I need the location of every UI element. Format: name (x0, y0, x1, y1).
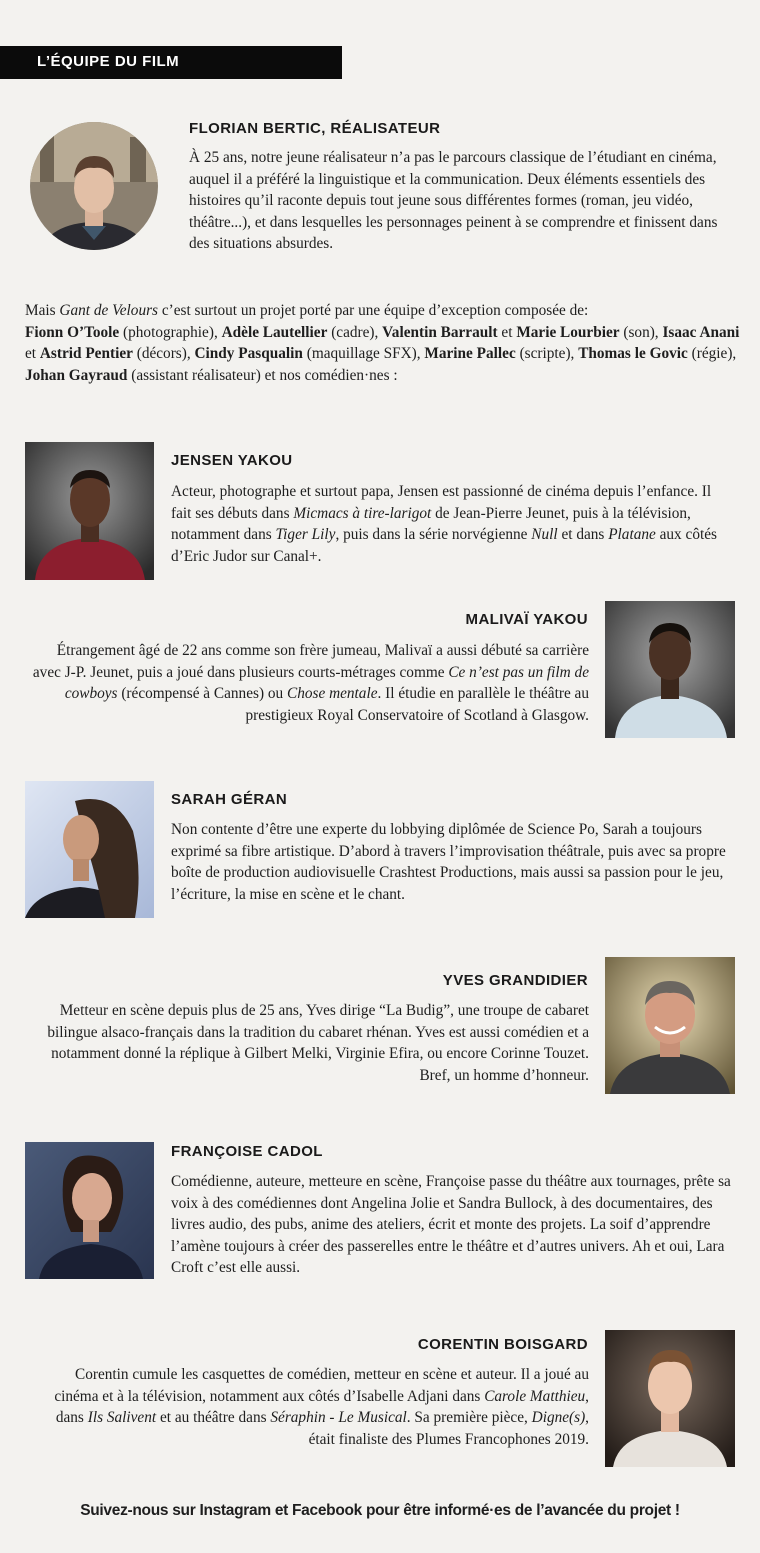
cast-name-yves: YVES GRANDIDIER (442, 972, 588, 989)
cast-bio-malivai: Étrangement âgé de 22 ans comme son frère jumeau, Malivaï a aussi débuté sa carrière avec J-P. Jeunet, puis a joué dans plusieurs courts-métrages comme Ce n’est pas un film de cowboys (récompensé à Cannes) ou Chose mentale. Il étudie en parallèle le théâtre au prestigieux Royal Conservatoire of Scotland à Glasgow. (32, 642, 589, 724)
malivai-portrait (605, 601, 735, 738)
section-title: L’ÉQUIPE DU FILM (37, 53, 180, 70)
yves-portrait (605, 957, 735, 1094)
crew-member: Isaac Anani (662, 323, 740, 341)
crew-member: Johan Gayraud (25, 366, 128, 384)
francoise-portrait (25, 1142, 154, 1279)
section-header-bar (0, 46, 342, 79)
crew-member: Adèle Lautellier (221, 323, 328, 341)
cast-bio-sarah: Non contente d’être une experte du lobbying diplômée de Science Po, Sarah a toujours exprimé sa fibre artistique. D’abord à travers l’improvisation théâtrale, puis avec sa propre boîte de production audiovisuelle Crashtest Productions, mais aussi sa passion pour le jeu, l’écriture, la mise en scène et le chant. (171, 821, 726, 903)
crew-member: Valentin Barrault (382, 323, 498, 341)
director-portrait (30, 122, 158, 250)
sarah-portrait (25, 781, 154, 918)
cast-name-malivai: MALIVAÏ YAKOU (465, 611, 588, 628)
corentin-portrait (605, 1330, 735, 1467)
director-bio: À 25 ans, notre jeune réalisateur n’a pas le parcours classique de l’étudiant en cinéma, auquel il a préféré la linguistique et la communication. Deux éléments essentiels des histoires qu’il raconte depuis tout jeune sous différentes formes (roman, jeu vidéo, théâtre...), et dans lesquelles les personnages peinent à se comprendre et finissent dans des situations absurdes. (189, 149, 718, 253)
cast-bio-jensen: Acteur, photographe et surtout papa, Jensen est passionné de cinéma depuis l’enfance. Il fait ses débuts dans Micmacs à tire-larigot de Jean-Pierre Jeunet, puis à la télévision, notamment dans Tiger Lily, puis dans la série norvégienne Null et dans Platane aux côtés d’Eric Judor sur Canal+. (171, 483, 717, 565)
social-callout: Suivez-nous sur Instagram et Facebook pour être informé·es de l’avancée du projet ! (80, 1502, 680, 1519)
cast-bio-francoise: Comédienne, auteure, metteure en scène, Françoise passe du théâtre aux tournages, prête sa voix à des comédiennes dont Angelina Jolie et Sandra Bullock, à des documentaires, des livres audio, des pubs, anime des ateliers, écrit et monte des projets. La soif d’apprendre l’amène toujours à créer des passerelles entre le théâtre et d’autres univers. Ah et oui, Lara Croft c’est elle aussi. (171, 1173, 731, 1277)
crew-member: Fionn O’Toole (25, 323, 120, 341)
jensen-portrait (25, 442, 154, 580)
cast-name-jensen: JENSEN YAKOU (171, 452, 293, 469)
crew-member: Marine Pallec (424, 345, 516, 363)
cast-name-sarah: SARAH GÉRAN (171, 791, 288, 808)
director-name: FLORIAN BERTIC, RÉALISATEUR (189, 120, 441, 137)
crew-member: Thomas le Govic (578, 345, 688, 363)
cast-name-francoise: FRANÇOISE CADOL (171, 1143, 323, 1160)
crew-member: Astrid Pentier (39, 345, 133, 363)
cast-name-corentin: CORENTIN BOISGARD (417, 1336, 588, 1353)
crew-paragraph: Mais Gant de Velours c’est surtout un projet porté par une équipe d’exception composée de: Fionn O’Toole (photographie), Adèle Lautellier (cadre), Valentin Barrault et Marie Lourbier (son), Isaac Anani et Astrid Pentier (décors), Cindy Pasqualin (maquillage SFX), Marine Pallec (scripte), Thomas le Govic (régie), Johan Gayraud (assistant réalisateur) et nos comédien·nes : (25, 302, 740, 384)
cast-bio-corentin: Corentin cumule les casquettes de comédien, metteur en scène et auteur. Il a joué au cinéma et à la télévision, notamment aux côtés d’Isabelle Adjani dans Carole Matthieu, dans Ils Salivent et au théâtre dans Séraphin - Le Musical. Sa première pièce, Digne(s), était finaliste des Plumes Francophones 2019. (54, 1366, 589, 1448)
cast-bio-yves: Metteur en scène depuis plus de 25 ans, Yves dirige “La Budig”, une troupe de cabaret bilingue alsaco-français dans la tradition du cabaret rhénan. Yves est aussi comédien et a notamment donné la réplique à Gilbert Melki, Virginie Efira, ou encore Corinne Touzet. Bref, un homme d’honneur. (47, 1002, 589, 1084)
project-title: Gant de Velours (59, 302, 158, 319)
crew-member: Marie Lourbier (516, 323, 620, 341)
crew-member: Cindy Pasqualin (194, 345, 303, 363)
